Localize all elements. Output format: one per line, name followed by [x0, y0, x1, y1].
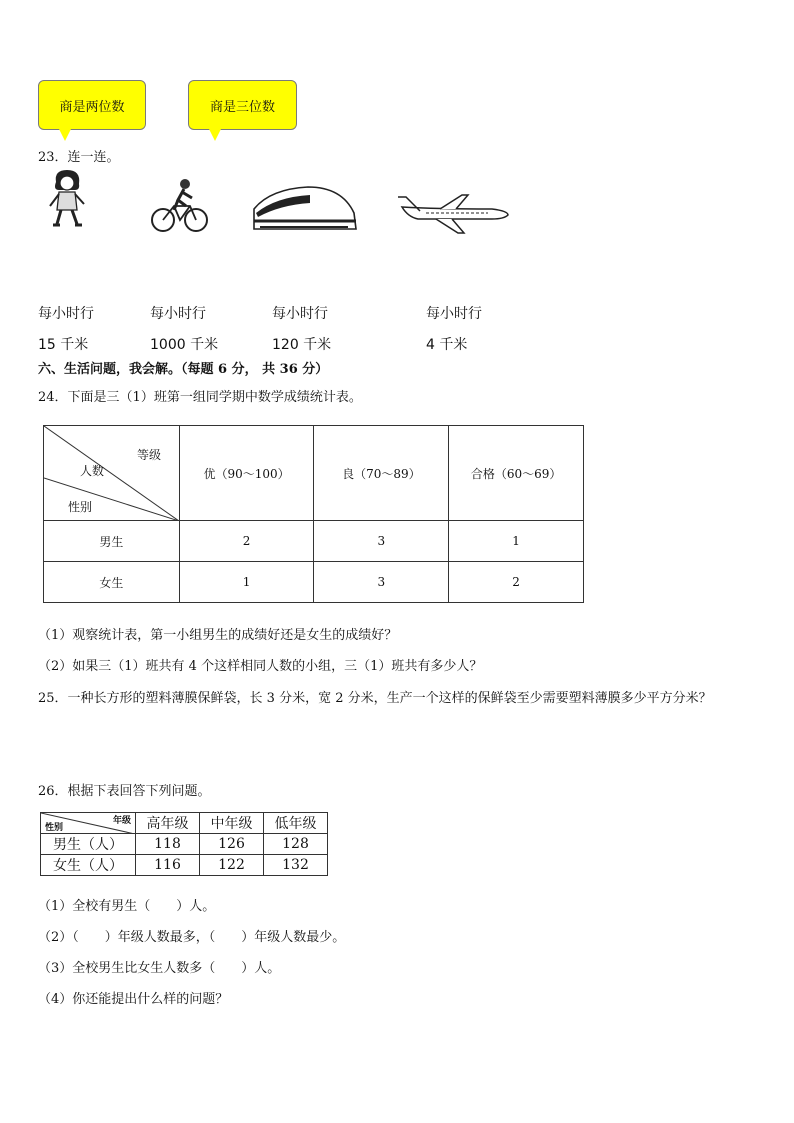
- bubble-three-digit: [188, 80, 297, 130]
- q26-title: 26．根据下表回答下列问题。: [38, 784, 211, 799]
- q26-col-lower: 低年级: [264, 813, 328, 834]
- q25-text: 25．一种长方形的塑料薄膜保鲜袋，长 3 分米，宽 2 分米，生产一个这样的保鲜袋至少需要塑料薄膜多少平方分米？: [38, 691, 712, 706]
- section-6-heading: 六、生活问题，我会解。（每题 6 分， 共 36 分）: [38, 362, 329, 377]
- walking-person-icon: [44, 168, 90, 230]
- q24-cell: 3: [314, 562, 449, 603]
- q26-sub2: （2）（ ）年级人数最多，（ ）年级人数最少。: [38, 930, 346, 945]
- q26-diagonal-header: [41, 813, 136, 834]
- q26-col-upper: 高年级: [136, 813, 200, 834]
- q24-cell: 1: [179, 562, 314, 603]
- q24-title: 24．下面是三（1）班第一组同学期中数学成绩统计表。: [38, 390, 362, 405]
- q26-cell: 126: [200, 834, 264, 855]
- q24-col-pass: 合格（60～69）: [449, 426, 584, 521]
- q24-cell: 1: [449, 521, 584, 562]
- q26-header-gender: 性别: [45, 823, 64, 833]
- q24-col-good: 良（70～89）: [314, 426, 449, 521]
- q24-header-people: 人数: [80, 464, 105, 478]
- q26-cell: 132: [264, 855, 328, 876]
- q26-col-middle: 中年级: [200, 813, 264, 834]
- q24-row-label: 男生: [44, 521, 180, 562]
- q26-cell: 128: [264, 834, 328, 855]
- q24-sub1: （1）观察统计表，第一小组男生的成绩好还是女生的成绩好？: [38, 628, 398, 643]
- q24-diagonal-header: [44, 426, 180, 521]
- q26-sub4: （4）你还能提出什么样的问题？: [38, 992, 229, 1007]
- q26-row-label: 女生（人）: [41, 855, 136, 876]
- speed-2-label: 每小时行: [150, 306, 206, 322]
- speed-1-value: 15 千米: [38, 337, 89, 353]
- q26-sub3: （3）全校男生比女生人数多（ ）人。: [38, 961, 281, 976]
- speed-4-value: 4 千米: [426, 337, 468, 353]
- table-row: [44, 521, 584, 562]
- speed-2-value: 1000 千米: [150, 337, 219, 353]
- bubble-two-digit-text: 商是两位数: [59, 99, 125, 115]
- q26-student-table: [40, 812, 328, 876]
- speed-4-label: 每小时行: [426, 306, 482, 322]
- q24-cell: 2: [449, 562, 584, 603]
- table-row: [41, 855, 328, 876]
- q24-sub2: （2）如果三（1）班共有 4 个这样相同人数的小组，三（1）班共有多少人？: [38, 659, 483, 674]
- q23-title: 23．连一连。: [38, 150, 120, 165]
- q26-cell: 122: [200, 855, 264, 876]
- table-row: [41, 834, 328, 855]
- q26-row-label: 男生（人）: [41, 834, 136, 855]
- table-row: [44, 562, 584, 603]
- q26-cell: 116: [136, 855, 200, 876]
- q26-header-grade: 年级: [112, 816, 131, 826]
- q24-cell: 3: [314, 521, 449, 562]
- q24-cell: 2: [179, 521, 314, 562]
- q24-score-table: [43, 425, 584, 603]
- q26-cell: 118: [136, 834, 200, 855]
- q24-header-grade: 等级: [137, 448, 162, 462]
- q26-sub1: （1）全校有男生（ ）人。: [38, 899, 216, 914]
- speed-3-value: 120 千米: [272, 337, 332, 353]
- q24-row-label: 女生: [44, 562, 180, 603]
- cyclist-icon: [150, 176, 210, 234]
- q24-header-gender: 性别: [68, 500, 93, 514]
- bubble-three-digit-text: 商是三位数: [209, 99, 275, 115]
- q24-col-excellent: 优（90～100）: [179, 426, 314, 521]
- speed-3-label: 每小时行: [272, 306, 328, 322]
- speed-1-label: 每小时行: [38, 306, 94, 322]
- high-speed-train-icon: [250, 183, 358, 231]
- airplane-icon: [396, 191, 510, 235]
- bubble-two-digit: [38, 80, 146, 130]
